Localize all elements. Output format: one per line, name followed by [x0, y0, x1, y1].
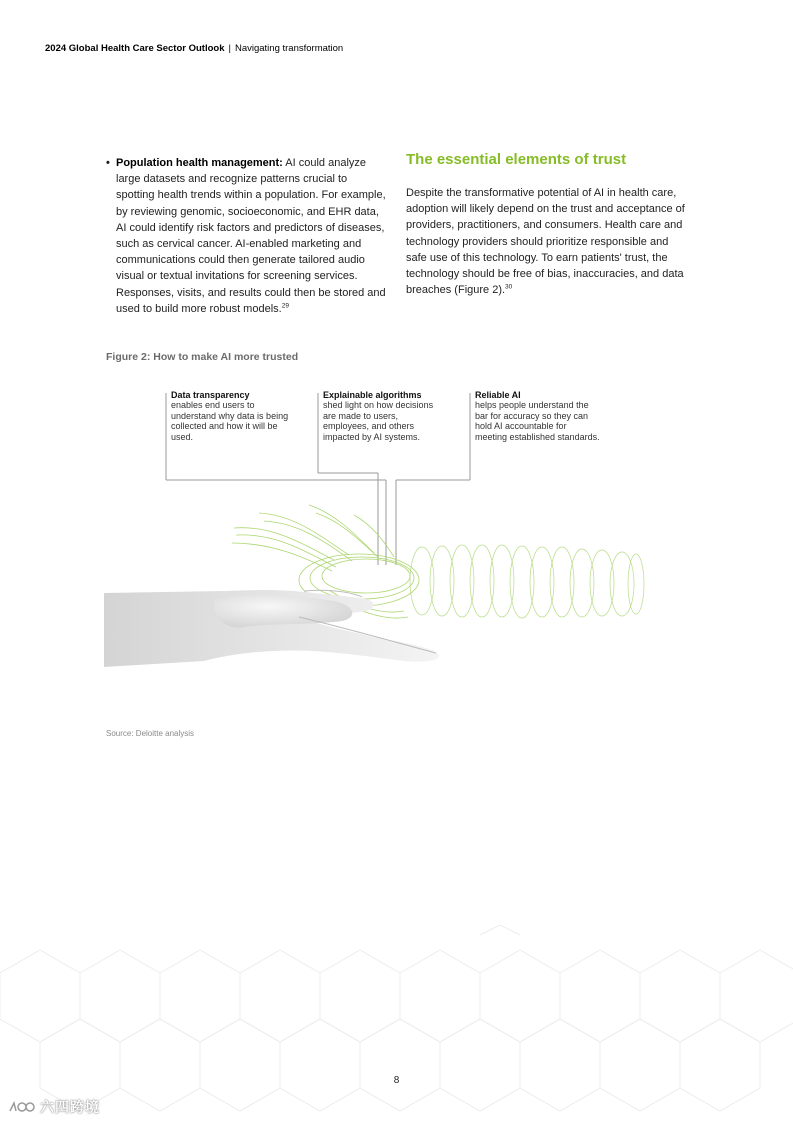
header-title: 2024 Global Health Care Sector Outlook [45, 43, 225, 54]
callout-text: shed light on how decisions are made to users, employees, and others impacted by AI systems. [323, 400, 434, 442]
callout-explainable-algorithms [323, 390, 443, 442]
callout-data-transparency [171, 390, 291, 442]
section-body [406, 185, 691, 298]
figure-title: Figure 2: How to make AI more trusted [106, 351, 299, 363]
section-body-text: Despite the transformative potential of AI in health care, adoption will likely depend on the trust and acceptance of providers, practitioners, and consumers. Health care and technology providers should prioritize responsible and safe use of this technology. To earn patients' trust, the technology should be free of bias, inaccuracies, and data breaches (Figure 2). [406, 187, 685, 297]
hexagon-background [0, 925, 793, 1122]
bullet-lead: Population health management: [116, 157, 283, 169]
footnote-ref: 29 [281, 302, 289, 310]
right-column [406, 151, 691, 298]
digital-wrist-spiral [410, 545, 644, 618]
figure-illustration [104, 385, 649, 685]
watermark [8, 1097, 100, 1117]
figure-source: Source: Deloitte analysis [106, 729, 195, 738]
callout-reliable-ai [475, 390, 600, 442]
callout-text: enables end users to understand why data is being collected and how it will be used. [171, 400, 289, 442]
callout-title: Explainable algorithms [323, 390, 422, 400]
watermark-text: 六四跨境 [40, 1099, 100, 1115]
header-separator: | [228, 43, 231, 54]
left-column [106, 155, 386, 317]
bullet-paragraph [116, 155, 386, 317]
human-hand [104, 590, 439, 667]
section-title: The essential elements of trust [406, 151, 627, 168]
bullet-marker: • [106, 157, 110, 169]
callout-title: Data transparency [171, 390, 250, 400]
bullet-body: AI could analyze large datasets and recognize patterns crucial to spotting health trends within a population. For example, by reviewing genomic, socioeconomic, and EHR data, AI could identify risk factors and predictors of diseases, such as cervical cancer. AI-enabled marketing and communications could then generate tailored audio visual or textual invitations for screening services. Responses, visits, and results could then be stored and used to build more robust models. [116, 157, 386, 315]
running-header [45, 43, 343, 54]
header-subtitle: Navigating transformation [234, 43, 344, 54]
watermark-logo-icon [8, 1099, 36, 1115]
page-number: 8 [393, 1075, 400, 1086]
footnote-ref: 30 [505, 283, 513, 291]
bullet-item [106, 155, 386, 317]
callout-title: Reliable AI [475, 390, 521, 400]
callout-text: helps people understand the bar for accuracy so they can hold AI accountable for meeting established standards. [475, 400, 600, 442]
